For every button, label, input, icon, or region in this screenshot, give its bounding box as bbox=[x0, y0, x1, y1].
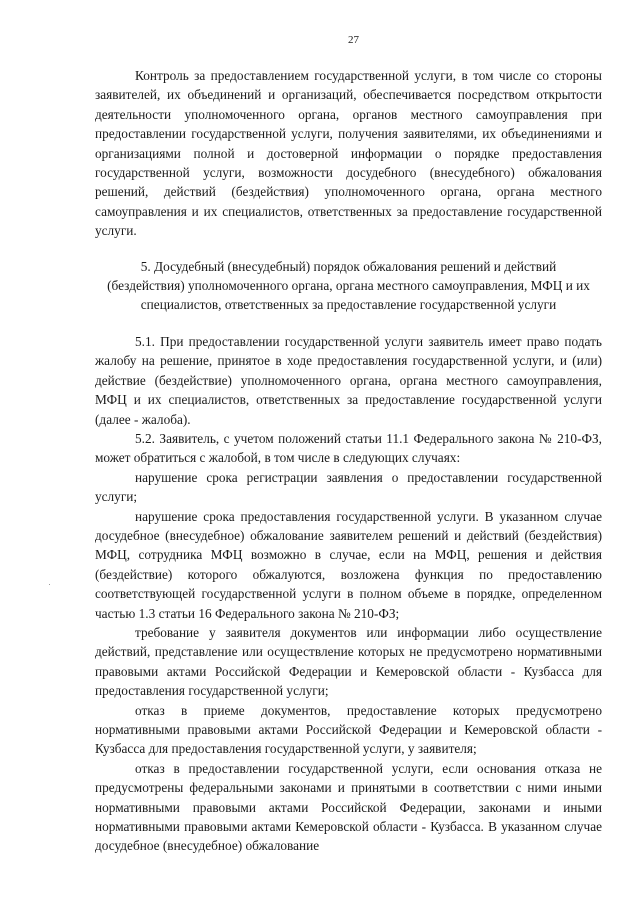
list-item-documents: требование у заявителя документов или информации либо осуществление действий, представление или осуществление которых не предусмотрено нормативными правовыми актами Российской Федерации и Кемеровской области - Кузбасса для предоставления государственной услуги; bbox=[95, 624, 602, 699]
list-item-registration: нарушение срока регистрации заявления о предоставлении государственной услуги; bbox=[95, 469, 602, 505]
page-number: 27 bbox=[348, 34, 359, 46]
section-title: 5. Досудебный (внесудебный) порядок обжалования решений и действий (бездействия) уполномоченного органа, органа местного самоуправления, МФЦ и их специалистов, ответственных за предоставление государственной услуги bbox=[107, 258, 590, 313]
scan-speck bbox=[49, 584, 50, 585]
paragraph-5-2: 5.2. Заявитель, с учетом положений статьи 11.1 Федерального закона № 210-ФЗ, может обратиться с жалобой, в том числе в следующих случаях: bbox=[95, 430, 602, 466]
list-item-refusal-service: отказ в предоставлении государственной услуги, если основания отказа не предусмотрены федеральными законами и принятыми в соответствии с ними иными нормативными правовыми актами Российской Федерации, законами и иными нормативными правовыми актами Кемеровской области - Кузбасса. В указанном случае досудебное (внесудебное) обжалование bbox=[95, 760, 602, 854]
paragraph-control: Контроль за предоставлением государственной услуги, в том числе со стороны заявителей, их объединений и организаций, обеспечивается посредством открытости деятельности уполномоченного органа, органов местного самоуправления при предоставлении государственной услуги, получения заявителями, их объединениями и организациями полной и достоверной информации о порядке предоставления государственной услуги, возможности досудебного (внесудебного) обжалования решений, действий (бездействия) уполномоченного органа, органа местного самоуправления и их специалистов, ответственных за предоставление государственной услуги. bbox=[95, 68, 602, 239]
paragraph-5-1: 5.1. При предоставлении государственной услуги заявитель имеет право подать жалобу на решение, принятое в ходе предоставления государственной услуги, и (или) действие (бездействие) уполномоченного органа, органа местного самоуправления, МФЦ и их специалистов, ответственных за предоставление государственной услуги (далее - жалоба). bbox=[95, 333, 602, 427]
list-item-term: нарушение срока предоставления государственной услуги. В указанном случае досудебное (внесудебное) обжалование заявителем решений и действий (бездействия) МФЦ, сотрудника МФЦ возможно в случае, если на МФЦ, решения и действия (бездействие) которого обжалуются, возложена функция по предоставлению соответствующей государственной услуги в полном объеме в порядке, определенном частью 1.3 статьи 16 Федерального закона № 210-ФЗ; bbox=[95, 508, 602, 621]
list-item-refusal-docs: отказ в приеме документов, предоставление которых предусмотрено нормативными правовыми актами Российской Федерации и Кемеровской области - Кузбасса для предоставления государственной услуги, у заявителя; bbox=[95, 702, 602, 757]
